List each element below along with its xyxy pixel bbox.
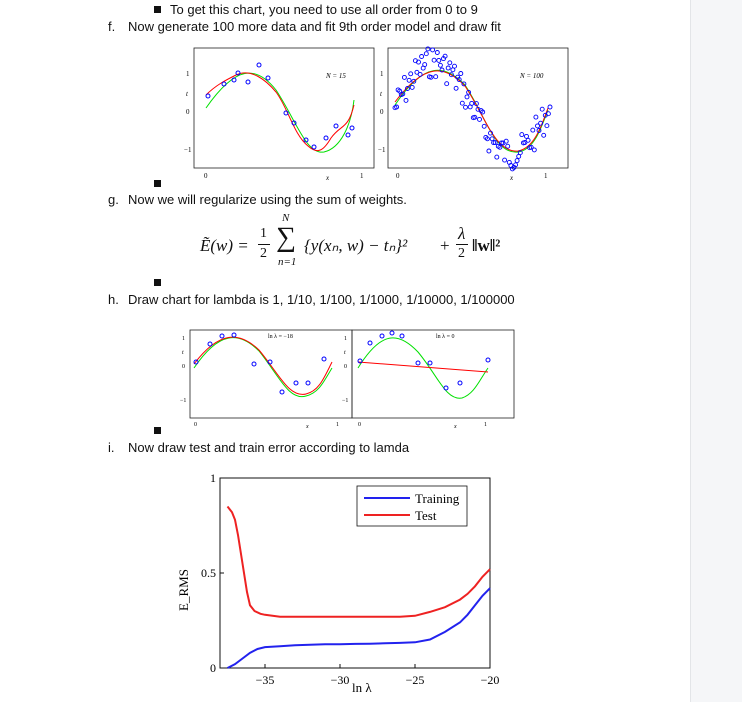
data-point — [542, 133, 546, 137]
data-point — [446, 66, 450, 70]
sample-size-annotation: N = 100 — [520, 72, 544, 80]
data-point — [531, 128, 535, 132]
x-tick-label: −35 — [255, 673, 275, 687]
data-point — [404, 98, 408, 102]
data-point — [482, 124, 486, 128]
chart-series — [228, 507, 491, 669]
data-point — [400, 334, 404, 338]
data-point — [424, 52, 428, 56]
item-g-text: Now we will regularize using the sum of weights. — [128, 192, 407, 207]
fit-curve — [395, 71, 548, 151]
formula-sum-sign: ∑ — [276, 222, 296, 253]
sine-curve — [358, 338, 488, 398]
data-point — [532, 148, 536, 152]
x-axis-label: x — [510, 174, 514, 182]
data-point — [486, 358, 490, 362]
data-point — [525, 134, 529, 138]
data-point — [420, 55, 424, 59]
error-vs-lambda-chart — [160, 468, 500, 702]
y-tick-1: 1 — [182, 336, 185, 342]
data-point — [435, 51, 439, 55]
data-point — [409, 72, 413, 76]
x-tick-1: 1 — [544, 172, 548, 180]
x-axis-label: ln λ — [352, 680, 372, 695]
x-axis-label: x — [306, 424, 309, 430]
data-point — [312, 145, 316, 149]
data-point — [434, 75, 438, 79]
regularization-annotation: ln λ = 0 — [436, 334, 455, 340]
legend-test-label: Test — [415, 508, 437, 523]
item-i-text: Now draw test and train error according to lamda — [128, 440, 410, 455]
y-axis-label: t — [182, 350, 184, 356]
data-point — [540, 107, 544, 111]
figure-f-left — [176, 40, 376, 190]
data-point — [487, 149, 491, 153]
item-f-label: f. — [108, 19, 116, 34]
data-point — [444, 386, 448, 390]
data-point — [222, 82, 226, 86]
formula-half-bar — [258, 244, 270, 245]
x-tick-1: 1 — [336, 422, 339, 428]
figure-h-right — [336, 326, 516, 431]
y-tick-label: 0 — [210, 661, 216, 675]
data-point — [432, 58, 436, 62]
y-tick-1: 1 — [186, 70, 190, 78]
bullet-square — [154, 180, 161, 187]
x-tick-0: 0 — [194, 422, 197, 428]
item-h-label: h. — [108, 292, 119, 307]
formula-lhs: Ẽ(w) = — [200, 236, 249, 255]
data-point — [423, 63, 427, 67]
x-tick-label: −25 — [405, 673, 425, 687]
sample-size-annotation: N = 15 — [326, 72, 346, 80]
y-tick-minus1: −1 — [342, 398, 349, 404]
formula-lambda-bar — [456, 244, 468, 245]
data-point — [380, 334, 384, 338]
x-tick-0: 0 — [396, 172, 400, 180]
x-tick-0: 0 — [204, 172, 208, 180]
y-axis-label: t — [380, 90, 382, 98]
x-tick-1: 1 — [484, 422, 487, 428]
formula-plus: + — [440, 236, 450, 255]
plot-frame — [352, 330, 514, 418]
data-point — [266, 76, 270, 80]
data-point — [506, 144, 510, 148]
data-point — [220, 334, 224, 338]
formula-sum-top: N — [282, 212, 290, 224]
fit-curve — [194, 337, 332, 394]
data-point — [454, 86, 458, 90]
regularized-error-formula — [200, 212, 560, 278]
data-point — [368, 341, 372, 345]
y-tick-minus1: −1 — [184, 146, 192, 154]
y-axis-label: t — [186, 90, 188, 98]
data-point — [252, 362, 256, 366]
regularization-annotation: ln λ = −18 — [268, 334, 293, 340]
data-point — [437, 58, 441, 62]
data-point — [503, 158, 507, 162]
item-f-text: Now generate 100 more data and fit 9th order model and draw fit — [128, 19, 501, 34]
data-point — [431, 48, 435, 52]
item-i-label: i. — [108, 440, 115, 455]
x-tick-label: −30 — [330, 673, 350, 687]
y-tick-0: 0 — [380, 108, 384, 116]
data-point — [504, 139, 508, 143]
x-axis-label: x — [326, 174, 330, 182]
data-point — [350, 126, 354, 130]
series-line-training — [228, 588, 491, 668]
sine-curve — [395, 70, 548, 152]
x-tick-0: 0 — [358, 422, 361, 428]
figure-f-right — [370, 40, 570, 190]
data-point — [418, 72, 422, 76]
fit-curve — [358, 362, 488, 372]
plot-frame — [194, 48, 374, 168]
legend-training-label: Training — [415, 491, 460, 506]
y-tick-1: 1 — [380, 70, 384, 78]
formula-half-denominator: 2 — [260, 246, 267, 261]
data-point — [232, 333, 236, 337]
data-point — [478, 117, 482, 121]
data-point — [324, 136, 328, 140]
y-tick-0: 0 — [186, 108, 190, 116]
formula-half-numerator: 1 — [260, 226, 267, 241]
formula-norm: ‖w‖² — [472, 236, 501, 255]
data-point — [416, 361, 420, 365]
data-point — [459, 72, 463, 76]
data-point — [453, 64, 457, 68]
fit-curve — [206, 73, 354, 151]
data-point — [426, 47, 430, 51]
sine-curve — [206, 73, 354, 152]
item-g-label: g. — [108, 192, 119, 207]
y-tick-0: 0 — [344, 364, 347, 370]
data-point — [410, 85, 414, 89]
sine-curve — [194, 338, 332, 397]
x-tick-1: 1 — [360, 172, 364, 180]
data-point — [246, 80, 250, 84]
y-tick-1: 1 — [344, 336, 347, 342]
data-point — [515, 159, 519, 163]
data-point — [534, 115, 538, 119]
bullet-square — [154, 6, 161, 13]
data-point — [334, 124, 338, 128]
data-point — [428, 361, 432, 365]
y-axis-label: E_RMS — [176, 569, 191, 611]
y-tick-0: 0 — [182, 364, 185, 370]
figure-h-left — [174, 326, 354, 431]
data-point — [294, 381, 298, 385]
data-point — [545, 124, 549, 128]
data-point — [407, 78, 411, 82]
data-point — [465, 95, 469, 99]
y-tick-label: 0.5 — [201, 566, 216, 580]
bullet-square — [154, 427, 161, 434]
data-point — [520, 133, 524, 137]
data-point — [470, 101, 474, 105]
right-margin-strip — [690, 0, 742, 702]
data-point — [526, 138, 530, 142]
y-axis-label: t — [344, 350, 346, 356]
data-point — [306, 381, 310, 385]
data-point — [257, 63, 261, 67]
item-h-text: Draw chart for lambda is 1, 1/10, 1/100, 1/1000, 1/10000, 1/100000 — [128, 292, 515, 307]
y-tick-minus1: −1 — [180, 398, 187, 404]
formula-lambda-denominator: 2 — [458, 246, 465, 261]
y-tick-label: 1 — [210, 471, 216, 485]
formula-body: {y(xₙ, w) − tₙ}² — [304, 236, 408, 255]
data-point — [322, 357, 326, 361]
data-point — [346, 133, 350, 137]
data-point — [208, 342, 212, 346]
bullet-square — [154, 279, 161, 286]
data-point — [458, 381, 462, 385]
y-tick-minus1: −1 — [378, 146, 386, 154]
data-point — [206, 94, 210, 98]
data-point — [280, 390, 284, 394]
data-point — [402, 75, 406, 79]
data-point — [464, 105, 468, 109]
top-bullet-text: To get this chart, you need to use all order from 0 to 9 — [170, 2, 478, 17]
data-point — [448, 61, 452, 65]
x-axis-label: x — [454, 424, 457, 430]
data-points — [194, 333, 326, 394]
formula-lambda: λ — [458, 224, 466, 243]
legend — [357, 486, 467, 526]
data-point — [438, 63, 442, 67]
data-point — [460, 101, 464, 105]
data-point — [495, 155, 499, 159]
data-points — [393, 47, 552, 171]
data-point — [445, 82, 449, 86]
data-point — [390, 331, 394, 335]
formula-sum-bottom: n=1 — [278, 256, 297, 268]
data-point — [548, 105, 552, 109]
x-tick-label: −20 — [480, 673, 500, 687]
